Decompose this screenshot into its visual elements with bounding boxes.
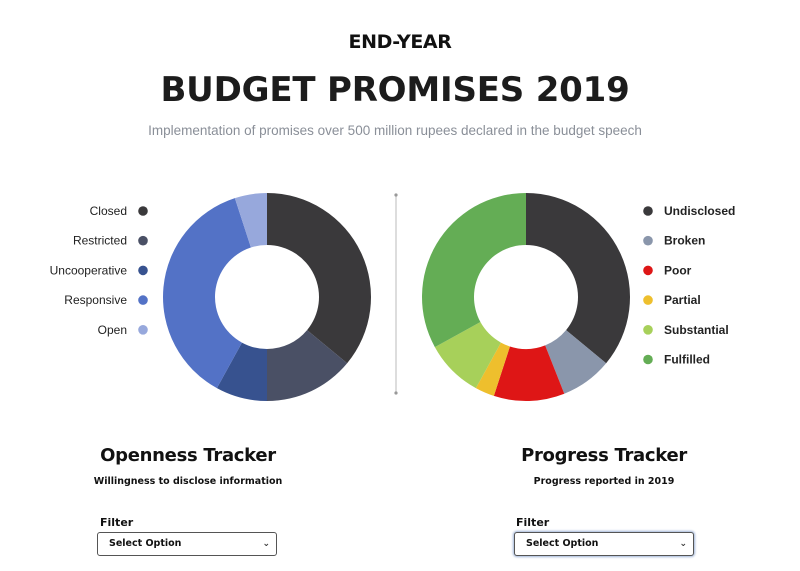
- progress-legend-label-broken: Broken: [664, 233, 706, 248]
- openness-legend-item-closed[interactable]: [90, 204, 148, 218]
- progress-tracker-subtitle: Progress reported in 2019: [533, 476, 675, 487]
- progress-tracker-title: Progress Tracker: [521, 445, 687, 466]
- chevron-down-icon: ⌄: [262, 539, 270, 549]
- progress-legend-swatch-undisclosed: [643, 206, 653, 216]
- progress-tracker: [474, 445, 734, 487]
- progress-legend-item-partial[interactable]: [643, 293, 700, 307]
- openness-legend-swatch-uncooperative: [138, 266, 148, 276]
- progress-legend-item-broken[interactable]: [643, 234, 705, 248]
- progress-legend-label-fulfilled: Fulfilled: [664, 352, 710, 367]
- openness-filter-label: Filter: [100, 516, 134, 529]
- progress-legend-item-substantial[interactable]: [643, 323, 728, 337]
- progress-legend-swatch-partial: [643, 295, 653, 305]
- progress-filter-label: Filter: [516, 516, 550, 529]
- progress-legend-item-poor[interactable]: [643, 263, 691, 277]
- chevron-down-icon: ⌄: [679, 539, 687, 549]
- openness-legend-swatch-responsive: [138, 295, 148, 305]
- openness-legend-item-open[interactable]: [98, 323, 148, 337]
- openness-tracker-title: Openness Tracker: [100, 445, 276, 466]
- openness-legend-label-restricted: Restricted: [72, 233, 127, 248]
- openness-legend-item-responsive[interactable]: [64, 293, 148, 307]
- progress-legend: [643, 204, 735, 367]
- openness-legend-label-closed: Closed: [89, 204, 127, 218]
- openness-legend-label-uncooperative: Uncooperative: [49, 263, 127, 278]
- openness-legend: [50, 204, 148, 337]
- progress-legend-label-substantial: Substantial: [664, 322, 729, 337]
- progress-slice-undisclosed[interactable]: [526, 193, 630, 363]
- progress-legend-label-poor: Poor: [664, 263, 692, 278]
- progress-legend-swatch-poor: [643, 266, 653, 276]
- openness-donut-chart: [163, 193, 371, 401]
- progress-legend-item-undisclosed[interactable]: [643, 204, 735, 218]
- openness-slice-closed[interactable]: [267, 193, 371, 363]
- chart-divider: [394, 193, 397, 394]
- progress-legend-item-fulfilled[interactable]: [643, 353, 710, 367]
- openness-legend-swatch-open: [138, 325, 148, 335]
- page-subtitle: Implementation of promises over 500 million rupees declared in the budget speech: [148, 123, 642, 138]
- openness-select-value: Select Option: [109, 538, 182, 549]
- progress-legend-swatch-fulfilled: [643, 355, 653, 365]
- progress-legend-label-partial: Partial: [664, 293, 701, 308]
- progress-filter-select[interactable]: [514, 532, 694, 556]
- openness-legend-swatch-restricted: [138, 236, 148, 246]
- openness-filter-select[interactable]: [97, 532, 277, 556]
- openness-tracker: [58, 445, 318, 487]
- openness-legend-label-responsive: Responsive: [64, 293, 127, 308]
- progress-legend-swatch-substantial: [643, 325, 653, 335]
- progress-donut-chart: [422, 193, 630, 401]
- openness-tracker-subtitle: Willingness to disclose information: [93, 476, 283, 487]
- page-title: BUDGET PROMISES 2019: [160, 70, 630, 110]
- progress-legend-swatch-broken: [643, 236, 653, 246]
- openness-legend-label-open: Open: [97, 322, 127, 337]
- openness-legend-item-uncooperative[interactable]: [50, 263, 148, 277]
- progress-select-value: Select Option: [526, 538, 599, 549]
- openness-legend-item-restricted[interactable]: [73, 234, 148, 248]
- page-supertitle: END-YEAR: [348, 31, 452, 53]
- progress-legend-label-undisclosed: Undisclosed: [664, 204, 736, 218]
- openness-legend-swatch-closed: [138, 206, 148, 216]
- progress-slice-fulfilled[interactable]: [422, 193, 526, 347]
